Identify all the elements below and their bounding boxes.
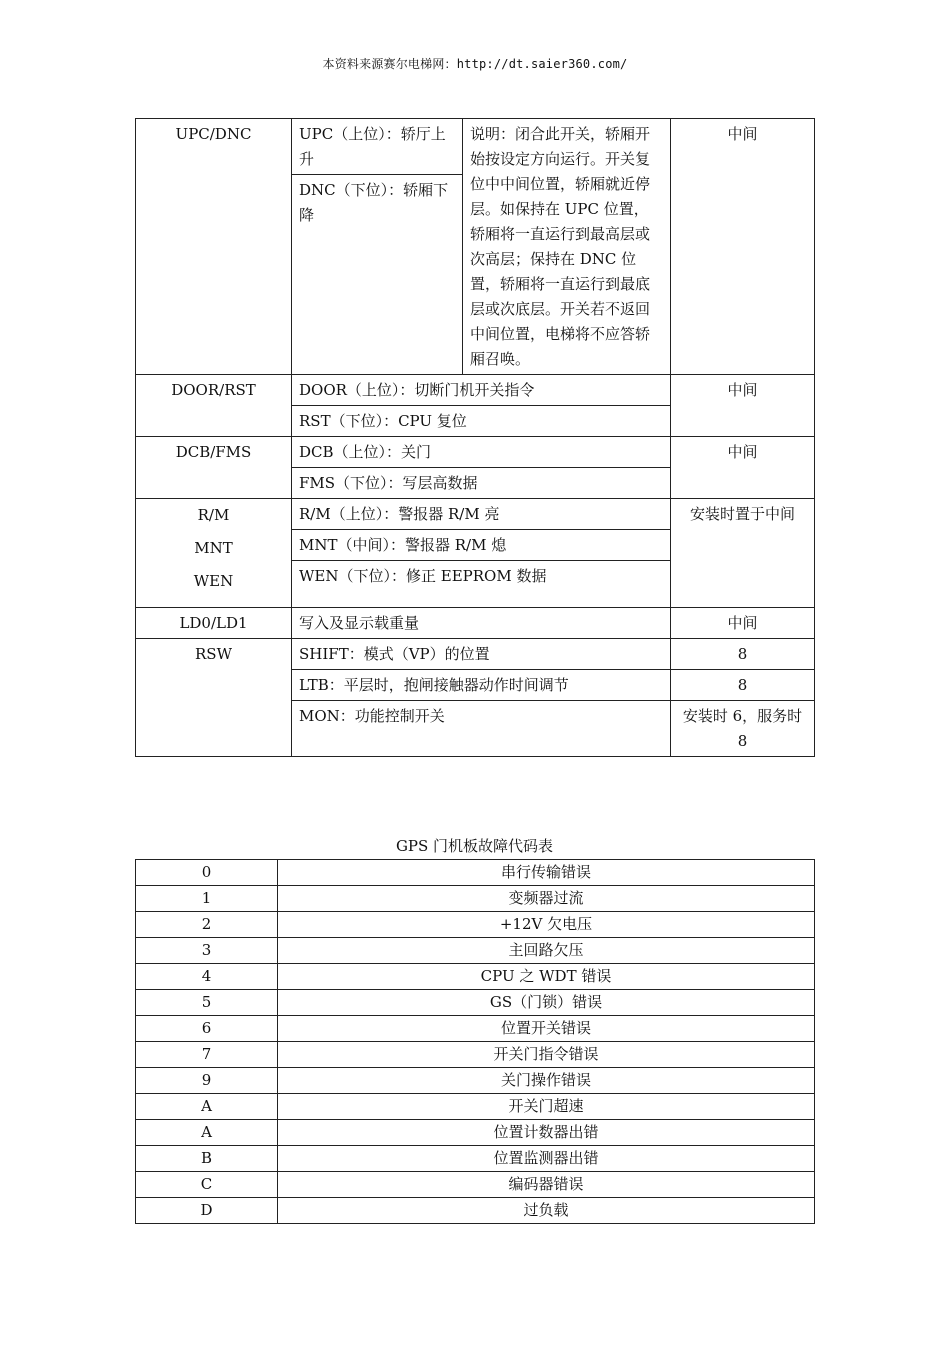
fault-code-cell: C [136,1172,278,1198]
fault-code-cell: B [136,1146,278,1172]
switch-name-cell: LD0/LD1 [136,608,292,639]
fault-description-cell: 过负载 [278,1198,815,1224]
fault-description-cell: 关门操作错误 [278,1068,815,1094]
fault-description-cell: 编码器错误 [278,1172,815,1198]
fault-description-cell: 变频器过流 [278,886,815,912]
fault-description-cell: 开关门指令错误 [278,1042,815,1068]
source-header: 本资料来源赛尔电梯网：http://dt.saier360.com/ [322,57,628,71]
table-row [136,886,815,912]
fault-description-cell: CPU 之 WDT 错误 [278,964,815,990]
fault-description-cell: 位置计数器出错 [278,1120,815,1146]
table-row [136,912,815,938]
switch-name-cell [136,499,292,608]
table-row [136,938,815,964]
table-row [136,1016,815,1042]
fault-code-cell: 1 [136,886,278,912]
switch-position-cell: R/M（上位）：警报器 R/M 亮 [292,499,671,530]
switch-name-cell: DCB/FMS [136,437,292,499]
fault-description-cell: 串行传输错误 [278,860,815,886]
switch-name-cell: UPC/DNC [136,119,292,375]
switch-position-cell: DOOR（上位）：切断门机开关指令 [292,375,671,406]
switch-setting-cell: 中间 [671,437,815,499]
fault-code-cell: 6 [136,1016,278,1042]
table-row [136,1172,815,1198]
table-row [136,964,815,990]
fault-code-cell: 7 [136,1042,278,1068]
table-row [136,1042,815,1068]
table-row [136,1094,815,1120]
table-row [136,608,815,639]
switch-setting-cell: 8 [671,670,815,701]
switch-description-cell: 说明：闭合此开关，轿厢开始按设定方向运行。开关复位中中间位置，轿厢就近停层。如保持在 UPC 位置，轿厢将一直运行到最高层或次高层；保持在 DNC 位置，轿厢将一直运行到最底层或次底层。开关若不返回中间位置，电梯将不应答轿厢召唤。 [463,119,671,375]
switch-position-cell: MON：功能控制开关 [292,701,671,757]
table-row [136,1198,815,1224]
switch-name-cell: DOOR/RST [136,375,292,437]
fault-code-cell: 2 [136,912,278,938]
table-row [136,1120,815,1146]
fault-code-table [135,859,815,1224]
fault-table-title: GPS 门机板故障代码表 [395,837,554,855]
fault-description-cell: 位置监测器出错 [278,1146,815,1172]
switch-position-cell: LTB：平层时，抱闸接触器动作时间调节 [292,670,671,701]
switch-setting-cell: 中间 [671,375,815,437]
switch-name-cell: RSW [136,639,292,757]
fault-code-cell: A [136,1094,278,1120]
switch-position-cell: MNT（中间）：警报器 R/M 熄 [292,530,671,561]
fault-code-cell: A [136,1120,278,1146]
fault-code-cell: 9 [136,1068,278,1094]
switch-setting-cell: 8 [671,639,815,670]
table-row [136,1068,815,1094]
fault-description-cell: 开关门超速 [278,1094,815,1120]
table-row [136,119,815,175]
mon-setting-line-2: 8 [737,732,748,750]
table-row [136,860,815,886]
mon-setting-line-1: 安装时 6，服务时 [682,707,803,725]
fault-description-cell: +12V 欠电压 [278,912,815,938]
switch-name-mnt: MNT [194,539,233,557]
fault-description-cell: GS（门锁）错误 [278,990,815,1016]
switch-setting-cell: 中间 [671,119,815,375]
table-row [136,499,815,530]
switch-position-cell: DCB（上位）：关门 [292,437,671,468]
switch-position-cell: 写入及显示载重量 [292,608,671,639]
switch-position-cell: FMS（下位）：写层高数据 [292,468,671,499]
switch-name-wen: WEN [193,572,234,590]
fault-code-cell: 4 [136,964,278,990]
switch-position-cell: DNC（下位）：轿厢下降 [292,175,463,375]
switch-setting-cell: 中间 [671,608,815,639]
switch-position-cell: UPC（上位）：轿厅上升 [292,119,463,175]
table-row [136,437,815,468]
table-row [136,639,815,670]
switch-position-cell: RST（下位）：CPU 复位 [292,406,671,437]
fault-description-cell: 位置开关错误 [278,1016,815,1042]
fault-code-cell: D [136,1198,278,1224]
switch-position-cell: WEN（下位）：修正 EEPROM 数据 [292,561,671,608]
switch-settings-table [135,118,815,757]
fault-description-cell: 主回路欠压 [278,938,815,964]
switch-setting-cell [671,701,815,757]
fault-code-cell: 3 [136,938,278,964]
switch-name-rm: R/M [197,506,230,524]
table-row [136,990,815,1016]
table-row [136,1146,815,1172]
switch-setting-cell: 安装时置于中间 [671,499,815,608]
table-row [136,375,815,406]
switch-position-cell: SHIFT：模式（VP）的位置 [292,639,671,670]
fault-code-cell: 0 [136,860,278,886]
fault-code-cell: 5 [136,990,278,1016]
